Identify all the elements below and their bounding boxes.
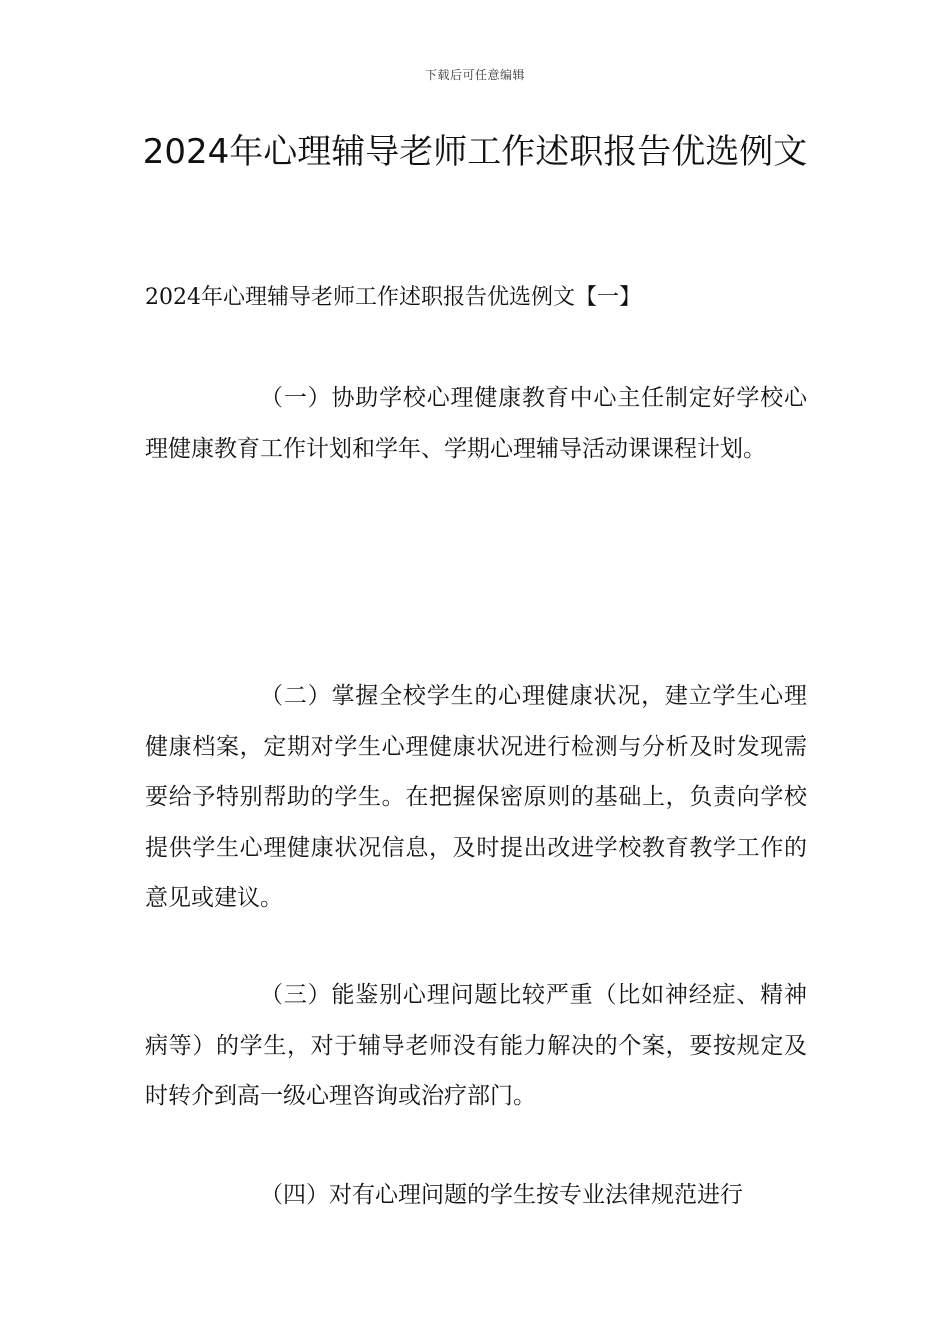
header-note: 下载后可任意编辑 — [424, 68, 525, 82]
paragraph-4: （四）对有心理问题的学生按专业法律规范进行 — [260, 1182, 743, 1208]
paragraph-2: （二）掌握全校学生的心理健康状况，建立学生心理健康档案，定期对学生心理健康状况进行检测与分析及时发现需要给予特别帮助的学生。在把握保密原则的基础上，负责向学校提供学生心理健康状况信息，及时提出改进学校教育教学工作的意见或建议。 — [145, 683, 807, 911]
section-heading: 2024年心理辅导老师工作述职报告优选例文【一】 — [145, 285, 641, 310]
document-title: 2024年心理辅导老师工作述职报告优选例文 — [142, 132, 808, 172]
paragraph-3: （三）能鉴别心理问题比较严重（比如神经症、精神病等）的学生，对于辅导老师没有能力解决的个案，要按规定及时转介到高一级心理咨询或治疗部门。 — [145, 982, 807, 1109]
paragraph-1: （一）协助学校心理健康教育中心主任制定好学校心理健康教育工作计划和学年、学期心理辅导活动课课程计划。 — [145, 385, 807, 462]
